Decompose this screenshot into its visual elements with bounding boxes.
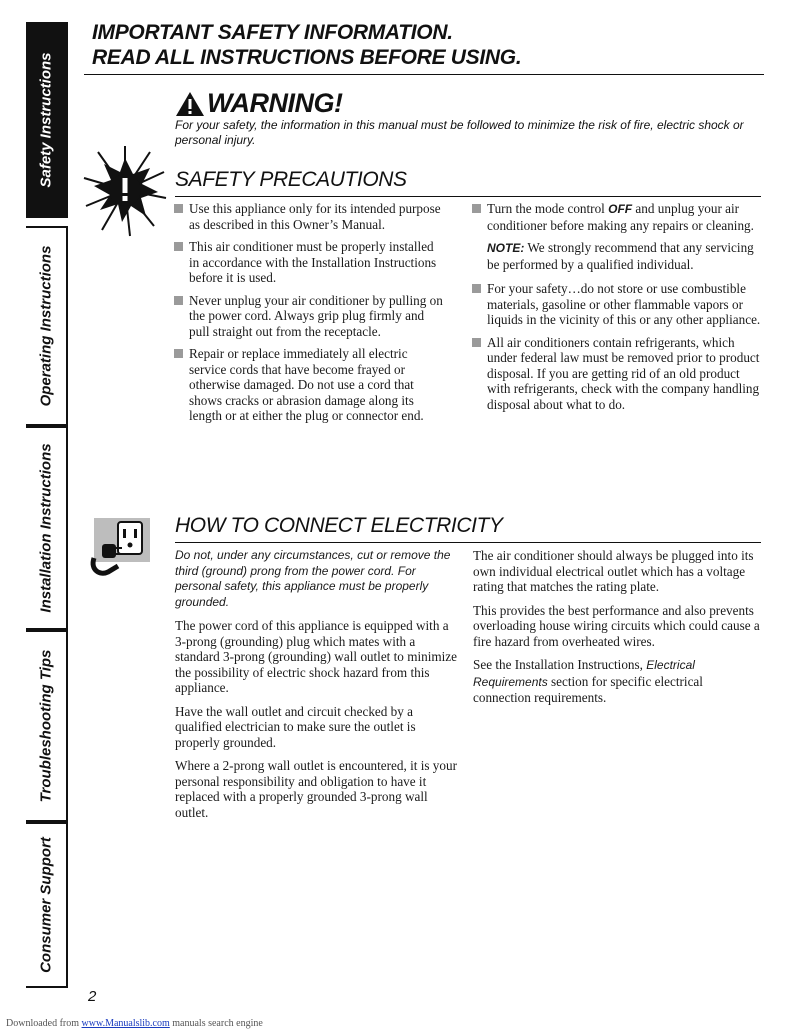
list-item bbox=[174, 201, 446, 232]
list-item-text: Turn the mode control bbox=[487, 201, 609, 216]
page-number: 2 bbox=[88, 988, 97, 1005]
tab-installation-instructions[interactable] bbox=[26, 426, 68, 630]
note-text: We strongly recommend that any servicing be performed by a qualified individual. bbox=[487, 240, 754, 272]
bullet-square-icon bbox=[472, 284, 481, 293]
list-item bbox=[472, 281, 762, 328]
page-title bbox=[92, 20, 521, 70]
electricity-left-column bbox=[175, 548, 457, 828]
warning-triangle-icon bbox=[175, 91, 205, 117]
off-label: OFF bbox=[608, 202, 633, 216]
warning-text: For your safety, the information in this manual must be followed to minimize the risk of fire, electric shock or personal injury. bbox=[175, 118, 744, 147]
tab-label: Troubleshooting Tips bbox=[37, 649, 55, 803]
note-label: NOTE: bbox=[487, 241, 525, 255]
see-installation-paragraph bbox=[473, 657, 763, 706]
list-item-text: Never unplug your air conditioner by pulling on the power cord. Always grip plug firmly and pull straight out from the receptacle. bbox=[189, 292, 443, 339]
manualslib-link[interactable]: www.Manualslib.com bbox=[81, 1018, 170, 1029]
safety-left-column bbox=[174, 201, 446, 431]
list-item-text: For your safety…do not store or use combustible materials, gasoline or other flammable vapors or liquids in the vicinity of this or any other appliance. bbox=[487, 281, 761, 327]
warning-heading bbox=[175, 88, 342, 119]
bullet-square-icon bbox=[472, 204, 481, 213]
bullet-square-icon bbox=[174, 242, 183, 251]
tab-operating-instructions[interactable] bbox=[26, 226, 68, 426]
footer-prefix: Downloaded from bbox=[6, 1018, 82, 1029]
paragraph: The power cord of this appliance is equipped with a 3-prong (grounding) plug which mates with a standard 3-prong (grounding) wall outlet to minimize the possibility of electric shock hazard from this appliance. bbox=[175, 618, 458, 695]
safety-divider bbox=[175, 196, 761, 197]
section-tabs bbox=[26, 22, 68, 988]
tab-safety-instructions[interactable] bbox=[26, 22, 68, 218]
warning-title: WARNING! bbox=[207, 88, 343, 118]
paragraph: The air conditioner should always be plugged into its own individual electrical outlet which has a voltage rating that matches the rating plate. bbox=[473, 548, 754, 594]
download-footer bbox=[6, 1018, 263, 1029]
header-divider bbox=[84, 74, 764, 75]
list-item bbox=[472, 335, 762, 413]
bullet-square-icon bbox=[472, 338, 481, 347]
list-item-text: and unplug your air conditioner before making any repairs or cleaning. bbox=[487, 201, 754, 233]
safety-precautions-heading: SAFETY PRECAUTIONS bbox=[175, 168, 407, 191]
ground-warning-text: Do not, under any circumstances, cut or remove the third (ground) prong from the power cord. For personal safety, this appliance must be properly grounded. bbox=[175, 548, 451, 609]
list-item-text: Repair or replace immediately all electric service cords that have become frayed or otherwise damaged. Do not use a cord that shows cracks or abrasion damage along its length or at either the plug or connector end. bbox=[189, 346, 424, 423]
paragraph: Where a 2-prong wall outlet is encountered, it is your personal responsibility and obligation to have it replaced with a properly grounded 3-prong wall outlet. bbox=[175, 758, 457, 820]
page-title-line1: IMPORTANT SAFETY INFORMATION. bbox=[92, 21, 453, 44]
tab-troubleshooting-tips[interactable] bbox=[26, 630, 68, 822]
tab-label: Consumer Support bbox=[37, 837, 55, 973]
list-item bbox=[472, 201, 762, 233]
exclamation-burst-icon bbox=[80, 140, 170, 240]
electricity-right-column bbox=[473, 548, 763, 714]
paragraph-text: See the Installation Instructions, bbox=[473, 657, 647, 672]
footer-suffix: manuals search engine bbox=[169, 1018, 263, 1029]
page-title-line2: READ ALL INSTRUCTIONS BEFORE USING. bbox=[92, 46, 522, 69]
tab-label: Installation Instructions bbox=[37, 443, 55, 613]
list-item-text: All air conditioners contain refrigerants, which under federal law must be removed prior to product disposal. If you are getting rid of an old product with refrigerants, check with the company handling disposal about what to do. bbox=[487, 334, 760, 412]
list-item bbox=[174, 239, 446, 286]
electrical-requirements-ref: Electrical Requirements bbox=[473, 658, 695, 689]
bullet-square-icon bbox=[174, 296, 183, 305]
paragraph: Have the wall outlet and circuit checked by a qualified electrician to make sure the outlet is properly grounded. bbox=[175, 703, 416, 750]
paragraph-text: section for specific electrical connection requirements. bbox=[473, 673, 703, 705]
electricity-heading: HOW TO CONNECT ELECTRICITY bbox=[175, 514, 503, 537]
electricity-divider bbox=[175, 542, 761, 543]
list-item-text: Use this appliance only for its intended purpose as described in this Owner’s Manual. bbox=[189, 201, 441, 232]
plug-outlet-icon bbox=[88, 512, 156, 582]
bullet-square-icon bbox=[174, 204, 183, 213]
note bbox=[472, 240, 762, 272]
tab-label: Operating Instructions bbox=[37, 245, 55, 407]
list-item bbox=[174, 293, 446, 340]
tab-label: Safety Instructions bbox=[37, 52, 55, 188]
safety-right-column bbox=[472, 201, 762, 419]
list-item-text: This air conditioner must be properly installed in accordance with the Installation Instructions before it is used. bbox=[189, 239, 437, 285]
tab-consumer-support[interactable] bbox=[26, 822, 68, 988]
list-item bbox=[174, 346, 446, 424]
paragraph: This provides the best performance and also prevents overloading house wiring circuits which could cause a fire hazard from overheated wires. bbox=[473, 602, 760, 649]
bullet-square-icon bbox=[174, 349, 183, 358]
